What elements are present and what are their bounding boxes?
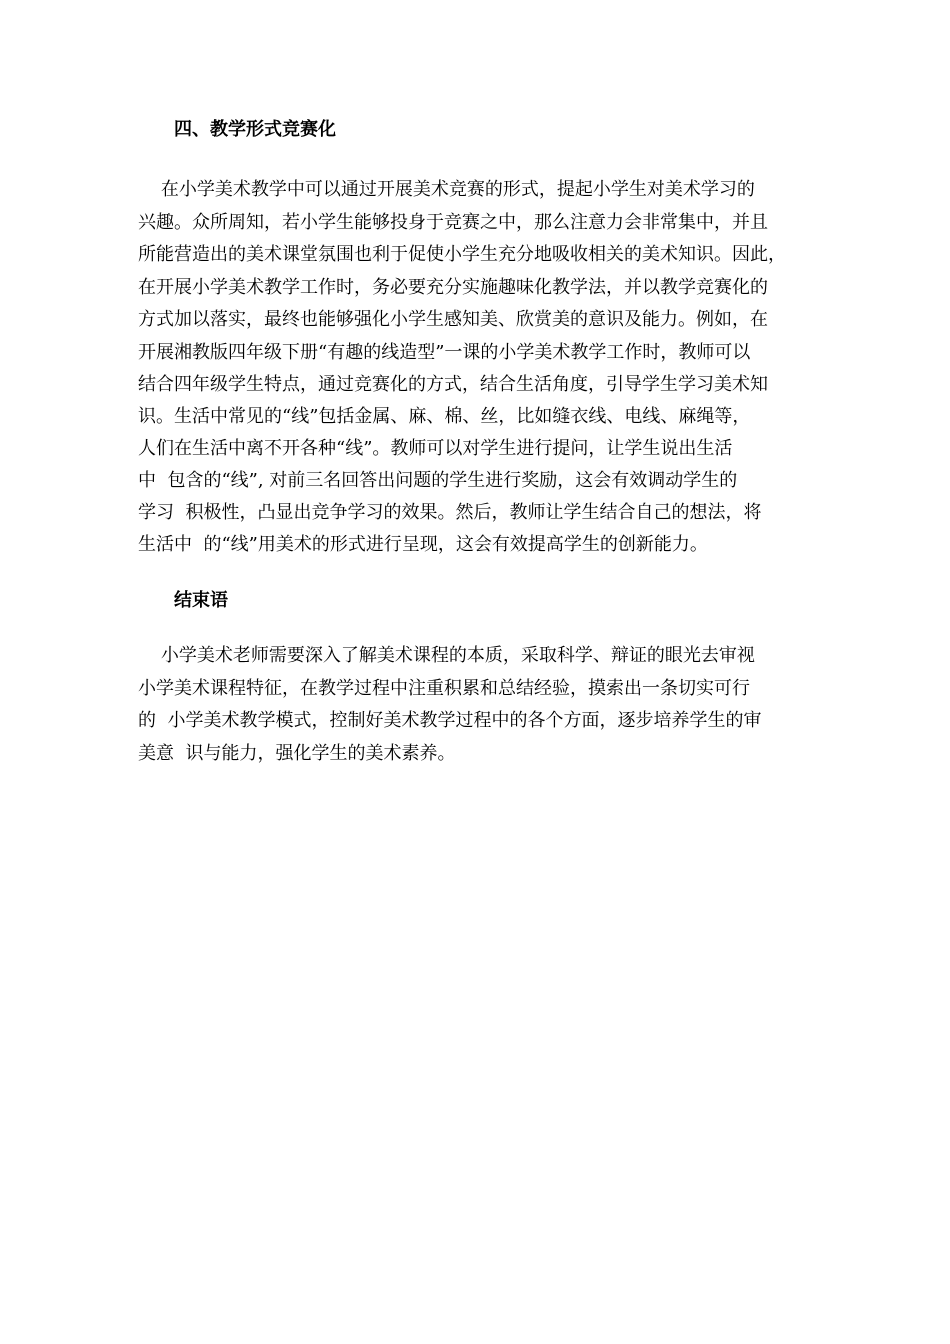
paragraph-line: 在小学美术教学中可以通过开展美术竞赛的形式，提起小学生对美术学习的 [138,179,755,200]
paragraph-line: 方式加以落实，最终也能够强化小学生感知美、欣赏美的意识及能力。例如，在 [138,309,768,330]
paragraph-line: 所能营造出的美术课堂氛围也利于促使小学生充分地吸收相关的美术知识。因此， [138,244,786,265]
paragraph-line: 小学美术老师需要深入了解美术课程的本质，采取科学、辩证的眼光去审视 [138,645,755,666]
paragraph-line: 人们在生活中离不开各种“线”。教师可以对学生进行提问，让学生说出生活 [138,438,733,459]
paragraph-line: 开展湘教版四年级下册“有趣的线造型”一课的小学美术教学工作时，教师可以 [138,342,751,363]
paragraph-line: 学习 积极性，凸显出竞争学习的效果。然后，教师让学生结合自己的想法，将 [138,502,762,523]
paragraph-line: 小学美术课程特征，在教学过程中注重积累和总结经验，摸索出一条切实可行 [138,678,750,699]
paragraph-line: 中 包含的“线”, 对前三名回答出问题的学生进行奖励，这会有效调动学生的 [138,470,738,491]
paragraph-line: 美意 识与能力，强化学生的美术素养。 [138,743,456,764]
paragraph-line: 结合四年级学生特点，通过竞赛化的方式，结合生活角度，引导学生学习美术知 [138,374,768,395]
paragraph-line: 的 小学美术教学模式，控制好美术教学过程中的各个方面，逐步培养学生的审 [138,710,762,731]
section-heading: 四、教学形式竞赛化 [174,119,336,140]
paragraph-line: 兴趣。众所周知，若小学生能够投身于竞赛之中，那么注意力会非常集中，并且 [138,212,768,233]
paragraph-line: 识。生活中常见的“线”包括金属、麻、棉、丝，比如缝衣线、电线、麻绳等， [138,406,751,427]
paragraph-line: 在开展小学美术教学工作时，务必要充分实施趣味化教学法，并以教学竞赛化的 [138,277,768,298]
conclusion-heading: 结束语 [174,590,228,611]
paragraph-line: 生活中 的“线”用美术的形式进行呈现，这会有效提高学生的创新能力。 [138,534,708,555]
